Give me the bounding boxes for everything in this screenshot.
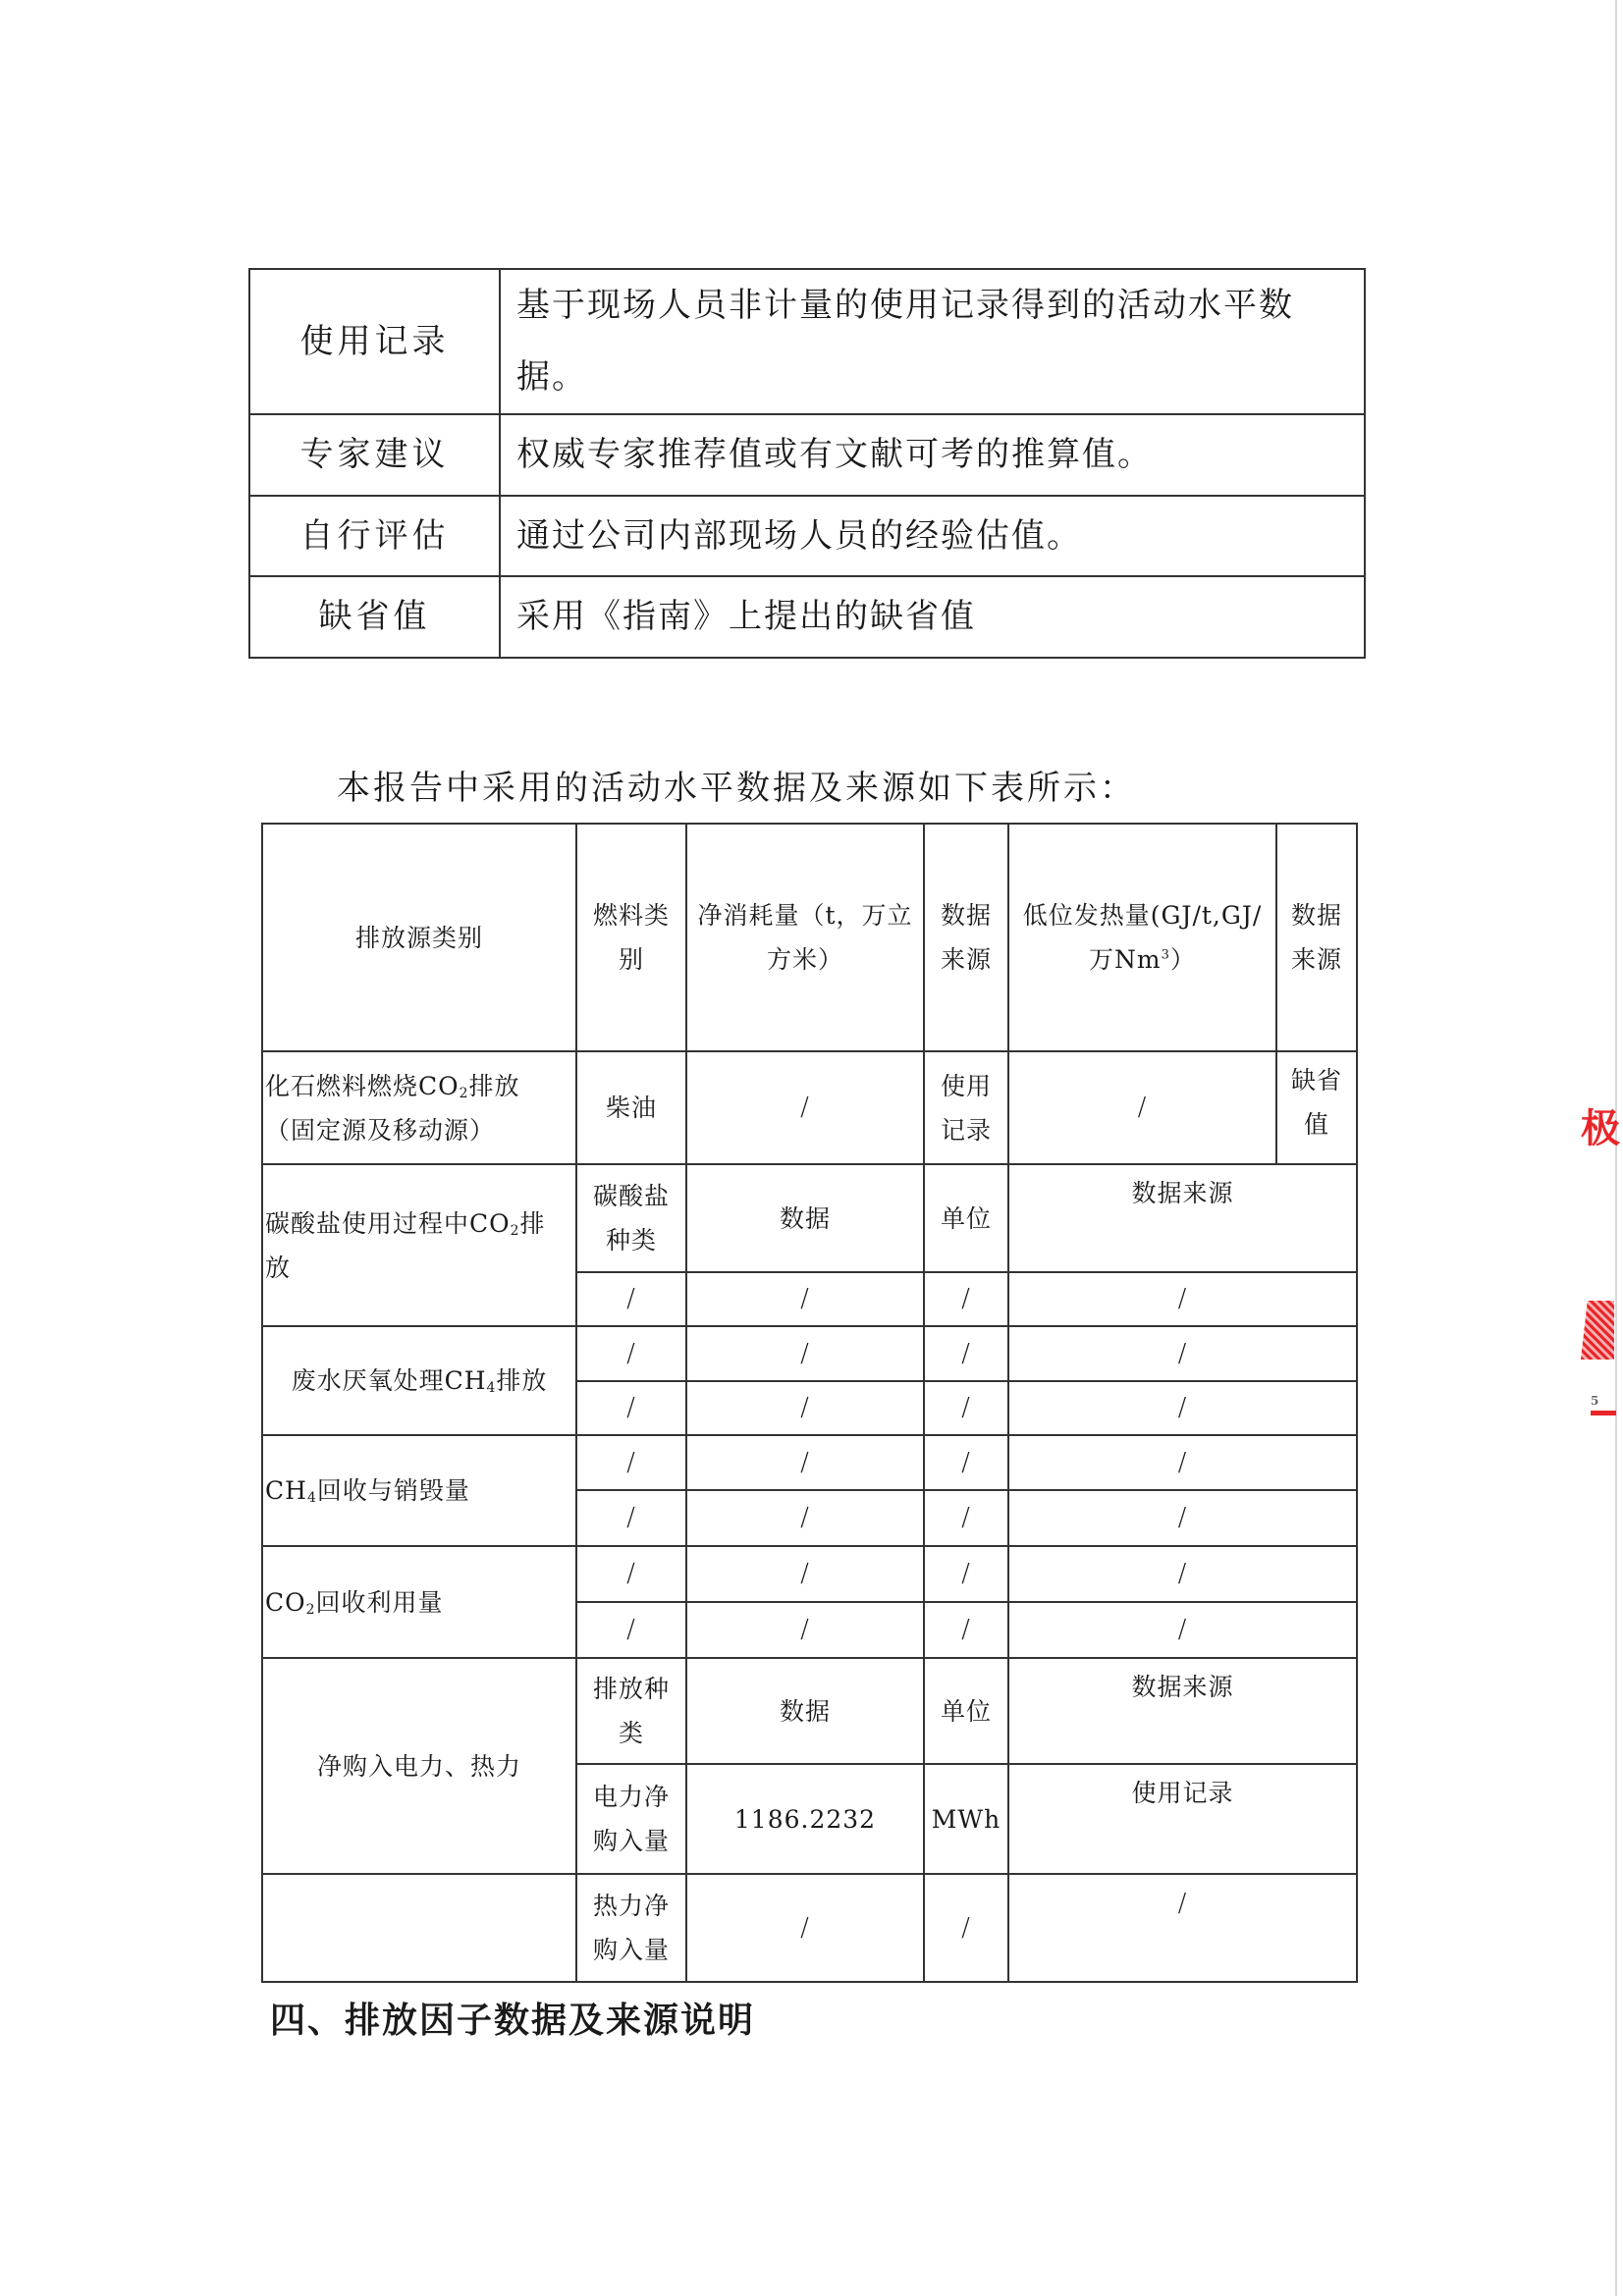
header-ncv: 低位发热量(GJ/t,GJ/万Nm$^3$） (1008, 824, 1276, 1051)
cell-data: / (686, 1272, 924, 1326)
header-data-source: 数据来源 (924, 824, 1008, 1051)
cell-data: / (686, 1326, 924, 1381)
electricity-source: 使用记录 (1008, 1764, 1357, 1874)
cell-type: / (576, 1435, 686, 1490)
cell-unit: / (924, 1272, 1008, 1326)
subheader-source: 数据来源 (1008, 1164, 1357, 1272)
cell-type: / (576, 1326, 686, 1381)
cell-type: / (576, 1381, 686, 1435)
table-row (262, 1164, 1357, 1272)
cell-unit: / (924, 1435, 1008, 1490)
cell-unit: / (924, 1490, 1008, 1546)
row-description: 采用《指南》上提出的缺省值 (500, 576, 1365, 658)
wastewater-label: 废水厌氧处理$CH_4$排放 (262, 1326, 576, 1435)
cell-source: / (1008, 1326, 1357, 1381)
cell-data: / (686, 1381, 924, 1435)
heat-data: / (686, 1874, 924, 1982)
cell-source: / (1008, 1546, 1357, 1602)
electricity-type: 电力净购入量 (576, 1764, 686, 1874)
ch4-recovery-label: $CH_4$回收与销毁量 (262, 1435, 576, 1546)
stamp-bar (1591, 1411, 1616, 1415)
table-row (262, 1435, 1357, 1490)
cell-data: / (686, 1490, 924, 1546)
cell-data: / (686, 1602, 924, 1658)
row-description: 通过公司内部现场人员的经验估值。 (500, 496, 1365, 576)
fuel-type: 柴油 (576, 1051, 686, 1164)
header-source-category: 排放源类别 (262, 824, 576, 1051)
subheader-data: 数据 (686, 1658, 924, 1764)
purchased-label: 净购入电力、热力 (262, 1658, 576, 1874)
subheader-unit: 单位 (924, 1164, 1008, 1272)
row-label: 缺省值 (249, 576, 500, 658)
row-description: 基于现场人员非计量的使用记录得到的活动水平数据。 (500, 269, 1365, 414)
cell-type: / (576, 1546, 686, 1602)
table-row (249, 414, 1365, 496)
carbonate-label: 碳酸盐使用过程中$CO_2$排放 (262, 1164, 576, 1326)
table-row (249, 269, 1365, 414)
table-row (262, 1051, 1357, 1164)
cell-source: / (1008, 1381, 1357, 1435)
table-header-row (262, 824, 1357, 1051)
table-row (249, 576, 1365, 658)
cell-source: / (1008, 1272, 1357, 1326)
cell-type: / (576, 1490, 686, 1546)
electricity-data: 1186.2232 (686, 1764, 924, 1874)
subheader-unit: 单位 (924, 1658, 1008, 1764)
empty-label-cell (262, 1874, 576, 1982)
stamp-character: 极 (1581, 1105, 1620, 1151)
table-row (249, 496, 1365, 576)
cell-source: / (1008, 1602, 1357, 1658)
activity-data-table (261, 823, 1358, 1983)
table-row (262, 1658, 1357, 1764)
header-net-consumption: 净消耗量（t，万立方米） (686, 824, 924, 1051)
co2-recovery-label: $CO_2$回收利用量 (262, 1546, 576, 1658)
cell-unit: / (924, 1602, 1008, 1658)
stamp-digit: 5 (1591, 1394, 1599, 1408)
section-heading: 四、排放因子数据及来源说明 (270, 2001, 756, 2041)
heat-type: 热力净购入量 (576, 1874, 686, 1982)
fossil-fuel-label: 化石燃料燃烧$CO_2$排放（固定源及移动源） (262, 1051, 576, 1164)
intro-paragraph: 本报告中采用的活动水平数据及来源如下表所示： (337, 769, 1136, 808)
subheader-type: 碳酸盐种类 (576, 1164, 686, 1272)
electricity-unit: MWh (924, 1764, 1008, 1874)
subheader-type: 排放种类 (576, 1658, 686, 1764)
table-row (262, 1546, 1357, 1602)
subheader-source: 数据来源 (1008, 1658, 1357, 1764)
row-label: 自行评估 (249, 496, 500, 576)
heat-source: / (1008, 1874, 1357, 1982)
cell-source: / (1008, 1490, 1357, 1546)
header-data-source-2: 数据来源 (1276, 824, 1357, 1051)
ncv-value: / (1008, 1051, 1276, 1164)
row-label: 专家建议 (249, 414, 500, 496)
row-label: 使用记录 (249, 269, 500, 414)
subheader-data: 数据 (686, 1164, 924, 1272)
header-fuel-type: 燃料类别 (576, 824, 686, 1051)
heat-unit: / (924, 1874, 1008, 1982)
data-source: 使用记录 (924, 1051, 1008, 1164)
cell-unit: / (924, 1546, 1008, 1602)
data-source-2: 缺省值 (1276, 1051, 1357, 1164)
cell-type: / (576, 1272, 686, 1326)
row-description: 权威专家推荐值或有文献可考的推算值。 (500, 414, 1365, 496)
cell-data: / (686, 1435, 924, 1490)
net-consumption: / (686, 1051, 924, 1164)
table-row (262, 1326, 1357, 1381)
cell-data: / (686, 1546, 924, 1602)
data-quality-table (248, 268, 1366, 659)
cell-unit: / (924, 1381, 1008, 1435)
cell-type: / (576, 1602, 686, 1658)
cell-source: / (1008, 1435, 1357, 1490)
stamp-pattern (1581, 1301, 1614, 1360)
table-row (262, 1874, 1357, 1982)
cell-unit: / (924, 1326, 1008, 1381)
